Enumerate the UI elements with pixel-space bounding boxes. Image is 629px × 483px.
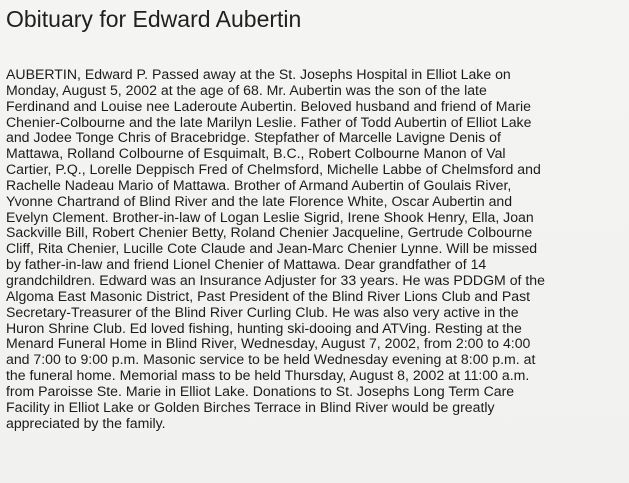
text-line: AUBERTIN, Edward P. Passed away at the St. Josephs Hospital in Elliot Lake on	[6, 66, 511, 82]
text-line: and 7:00 to 9:00 p.m. Masonic service to be held Wednesday evening at 8:00 p.m. at	[6, 351, 536, 368]
text-line: Sackville Bill, Robert Chenier Betty, Roland Chenier Jacqueline, Gertrude Colbourne	[6, 224, 533, 241]
text-line: appreciated by the family.	[6, 414, 166, 431]
text-line: and Jodee Tonge Chris of Bracebridge. Stepfather of Marcelle Lavigne Denis of	[6, 129, 501, 146]
text-line: Menard Funeral Home in Blind River, Wednesday, August 7, 2002, from 2:00 to 4:00	[6, 335, 531, 352]
text-line: Chenier-Colbourne and the late Marilyn Leslie. Father of Todd Aubertin of Elliot Lake	[6, 113, 532, 130]
text-line: Evelyn Clement. Brother-in-law of Logan Leslie Sigrid, Irene Shook Henry, Ella, Joan	[6, 208, 534, 225]
text-line: Secretary-Treasurer of the Blind River Curling Club. He was also very active in the	[6, 303, 519, 320]
text-line: Yvonne Chartrand of Blind River and the late Florence White, Oscar Aubertin and	[6, 192, 513, 209]
text-line: Monday, August 5, 2002 at the age of 68. Mr. Aubertin was the son of the late	[6, 81, 487, 98]
text-line: the funeral home. Memorial mass to be held Thursday, August 8, 2002 at 11:00 a.m.	[6, 367, 530, 384]
page-title: Obituary for Edward Aubertin	[6, 6, 302, 32]
text-line: Cartier, P.Q., Lorelle Deppisch Fred of Chelmsford, Michelle Labbe of Chelmsford and	[6, 161, 541, 178]
obituary-body	[6, 67, 628, 431]
text-line: Facility in Elliot Lake or Golden Birches Terrace in Blind River would be greatly	[6, 398, 495, 415]
text-line: Rachelle Nadeau Mario of Mattawa. Brother of Armand Aubertin of Goulais River,	[6, 176, 512, 193]
text-line: Ferdinand and Louise nee Laderoute Aubertin. Beloved husband and friend of Marie	[6, 97, 531, 114]
text-line: grandchildren. Edward was an Insurance Adjuster for 33 years. He was PDDGM of the	[6, 271, 545, 288]
text-line: Huron Shrine Club. Ed loved fishing, hunting ski-dooing and ATVing. Resting at the	[6, 319, 522, 336]
bleed-through-texture	[380, 0, 629, 60]
text-line: Mattawa, Rolland Colbourne of Esquimalt, B.C., Robert Colbourne Manon of Val	[6, 145, 506, 162]
text-line: Algoma East Masonic District, Past President of the Blind River Lions Club and Past	[6, 287, 531, 304]
text-line: Cliff, Rita Chenier, Lucille Cote Claude and Jean-Marc Chenier Lynne. Will be missed	[6, 240, 538, 257]
text-line: by father-in-law and friend Lionel Chenier of Mattawa. Dear grandfather of 14	[6, 256, 487, 273]
text-line: from Paroisse Ste. Marie in Elliot Lake. Donations to St. Josephs Long Term Care	[6, 382, 515, 399]
